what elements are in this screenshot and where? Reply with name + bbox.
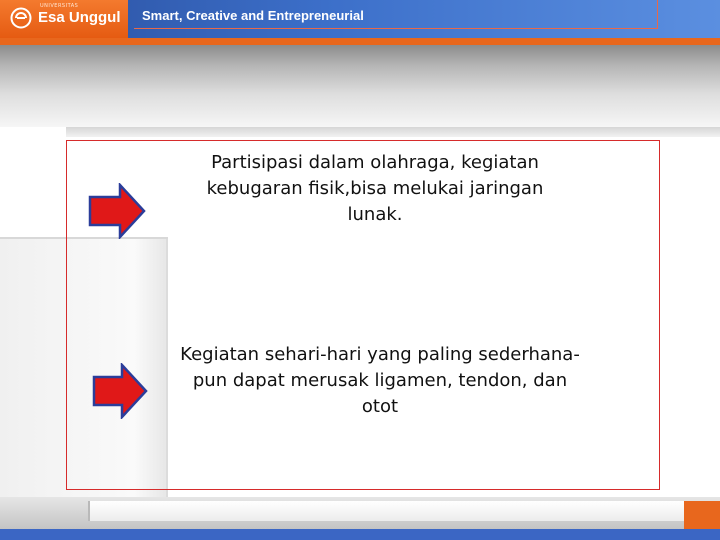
grey-band (0, 45, 720, 127)
header-bar (0, 0, 720, 38)
footer-orange-block (684, 501, 720, 529)
right-arrow-icon (88, 183, 146, 239)
footer-inner-bar (88, 501, 686, 521)
bullet-text-2: Kegiatan sehari-hari yang paling sederhana-pun dapat merusak ligamen, tendon, dan otot (180, 344, 580, 417)
orange-band (0, 38, 720, 45)
logo-small-text: UNIVERSITAS (40, 3, 79, 9)
footer-blue-band (0, 529, 720, 540)
logo-box (0, 0, 128, 38)
bullet-text-1: Partisipasi dalam olahraga, kegiatan kebugaran fisik,bisa melukai jaringan lunak. (206, 152, 544, 225)
panel-shade (66, 127, 720, 137)
tagline-rule-vertical (657, 0, 658, 29)
university-logo-icon (10, 7, 32, 29)
logo-text: Esa Unggul (38, 9, 121, 26)
tagline-rule (134, 28, 658, 29)
tagline: Smart, Creative and Entrepreneurial (142, 8, 364, 23)
right-arrow-icon (92, 363, 148, 419)
